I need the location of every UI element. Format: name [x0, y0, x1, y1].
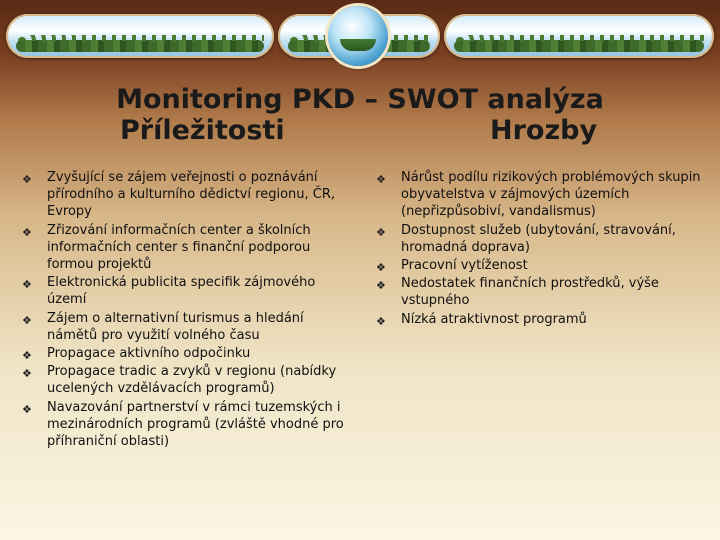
list-item-text: Pracovní vytíženost [401, 258, 528, 274]
list-item [376, 257, 711, 274]
list-item [22, 274, 352, 308]
landscape-strip-right [444, 14, 714, 58]
list-item-text: Dostupnost služeb (ubytování, stravování, hromadná doprava) [401, 222, 676, 255]
diamond-bullet-icon: ❖ [376, 279, 386, 293]
diamond-bullet-icon: ❖ [22, 313, 32, 327]
list-item-text: Propagace tradic a zvyků v regionu (nabídky ucelených vzdělávacích programů) [47, 364, 337, 397]
threats-list [376, 169, 711, 328]
slide-title: Monitoring PKD – SWOT analýza [116, 84, 604, 115]
list-item-text: Nedostatek finančních prostředků, výše vstupného [401, 276, 659, 309]
list-item-text: Zřizování informačních center a školních informačních center s finanční podporou formou projektů [47, 222, 311, 273]
diamond-bullet-icon: ❖ [22, 367, 32, 381]
list-item [22, 310, 352, 344]
list-item [376, 311, 711, 328]
threats-column [376, 169, 711, 329]
globe-logo-icon [328, 6, 388, 66]
list-item-text: Navazování partnerství v rámci tuzemských i mezinárodních programů (zvláště vhodné pro příhraniční oblasti) [47, 399, 344, 450]
heading-opportunities: Příležitosti [120, 115, 285, 146]
diamond-bullet-icon: ❖ [22, 402, 32, 416]
list-item-text: Nárůst podílu rizikových problémových skupin obyvatelstva v zájmových územích (nepřizpůsobiví, vandalismus) [401, 170, 701, 220]
list-item-text: Nízká atraktivnost programů [401, 311, 587, 327]
opportunities-column [22, 169, 352, 451]
list-item [376, 222, 711, 256]
list-item [22, 363, 352, 397]
landscape-strip-left [6, 14, 274, 58]
diamond-bullet-icon: ❖ [22, 225, 32, 239]
list-item [376, 275, 711, 309]
list-item [22, 345, 352, 362]
list-item [22, 399, 352, 451]
diamond-bullet-icon: ❖ [22, 349, 32, 363]
header-banner [0, 6, 720, 66]
diamond-bullet-icon: ❖ [376, 314, 386, 328]
diamond-bullet-icon: ❖ [22, 173, 32, 186]
diamond-bullet-icon: ❖ [376, 261, 386, 275]
list-item [376, 169, 711, 221]
heading-threats: Hrozby [490, 115, 598, 146]
diamond-bullet-icon: ❖ [376, 225, 386, 239]
list-item-text: Zájem o alternativní turismus a hledání námětů pro využití volného času [47, 310, 304, 343]
diamond-bullet-icon: ❖ [22, 278, 32, 292]
list-item-text: Elektronická publicita specifik zájmového území [47, 275, 316, 308]
diamond-bullet-icon: ❖ [376, 173, 386, 186]
list-item-text: Propagace aktivního odpočinku [47, 346, 251, 362]
opportunities-list [22, 169, 352, 450]
list-item [22, 222, 352, 274]
list-item [22, 169, 352, 221]
list-item-text: Zvyšující se zájem veřejnosti o poznávání přírodního a kulturního dědictví regionu, ČR, Evropy [47, 170, 336, 220]
